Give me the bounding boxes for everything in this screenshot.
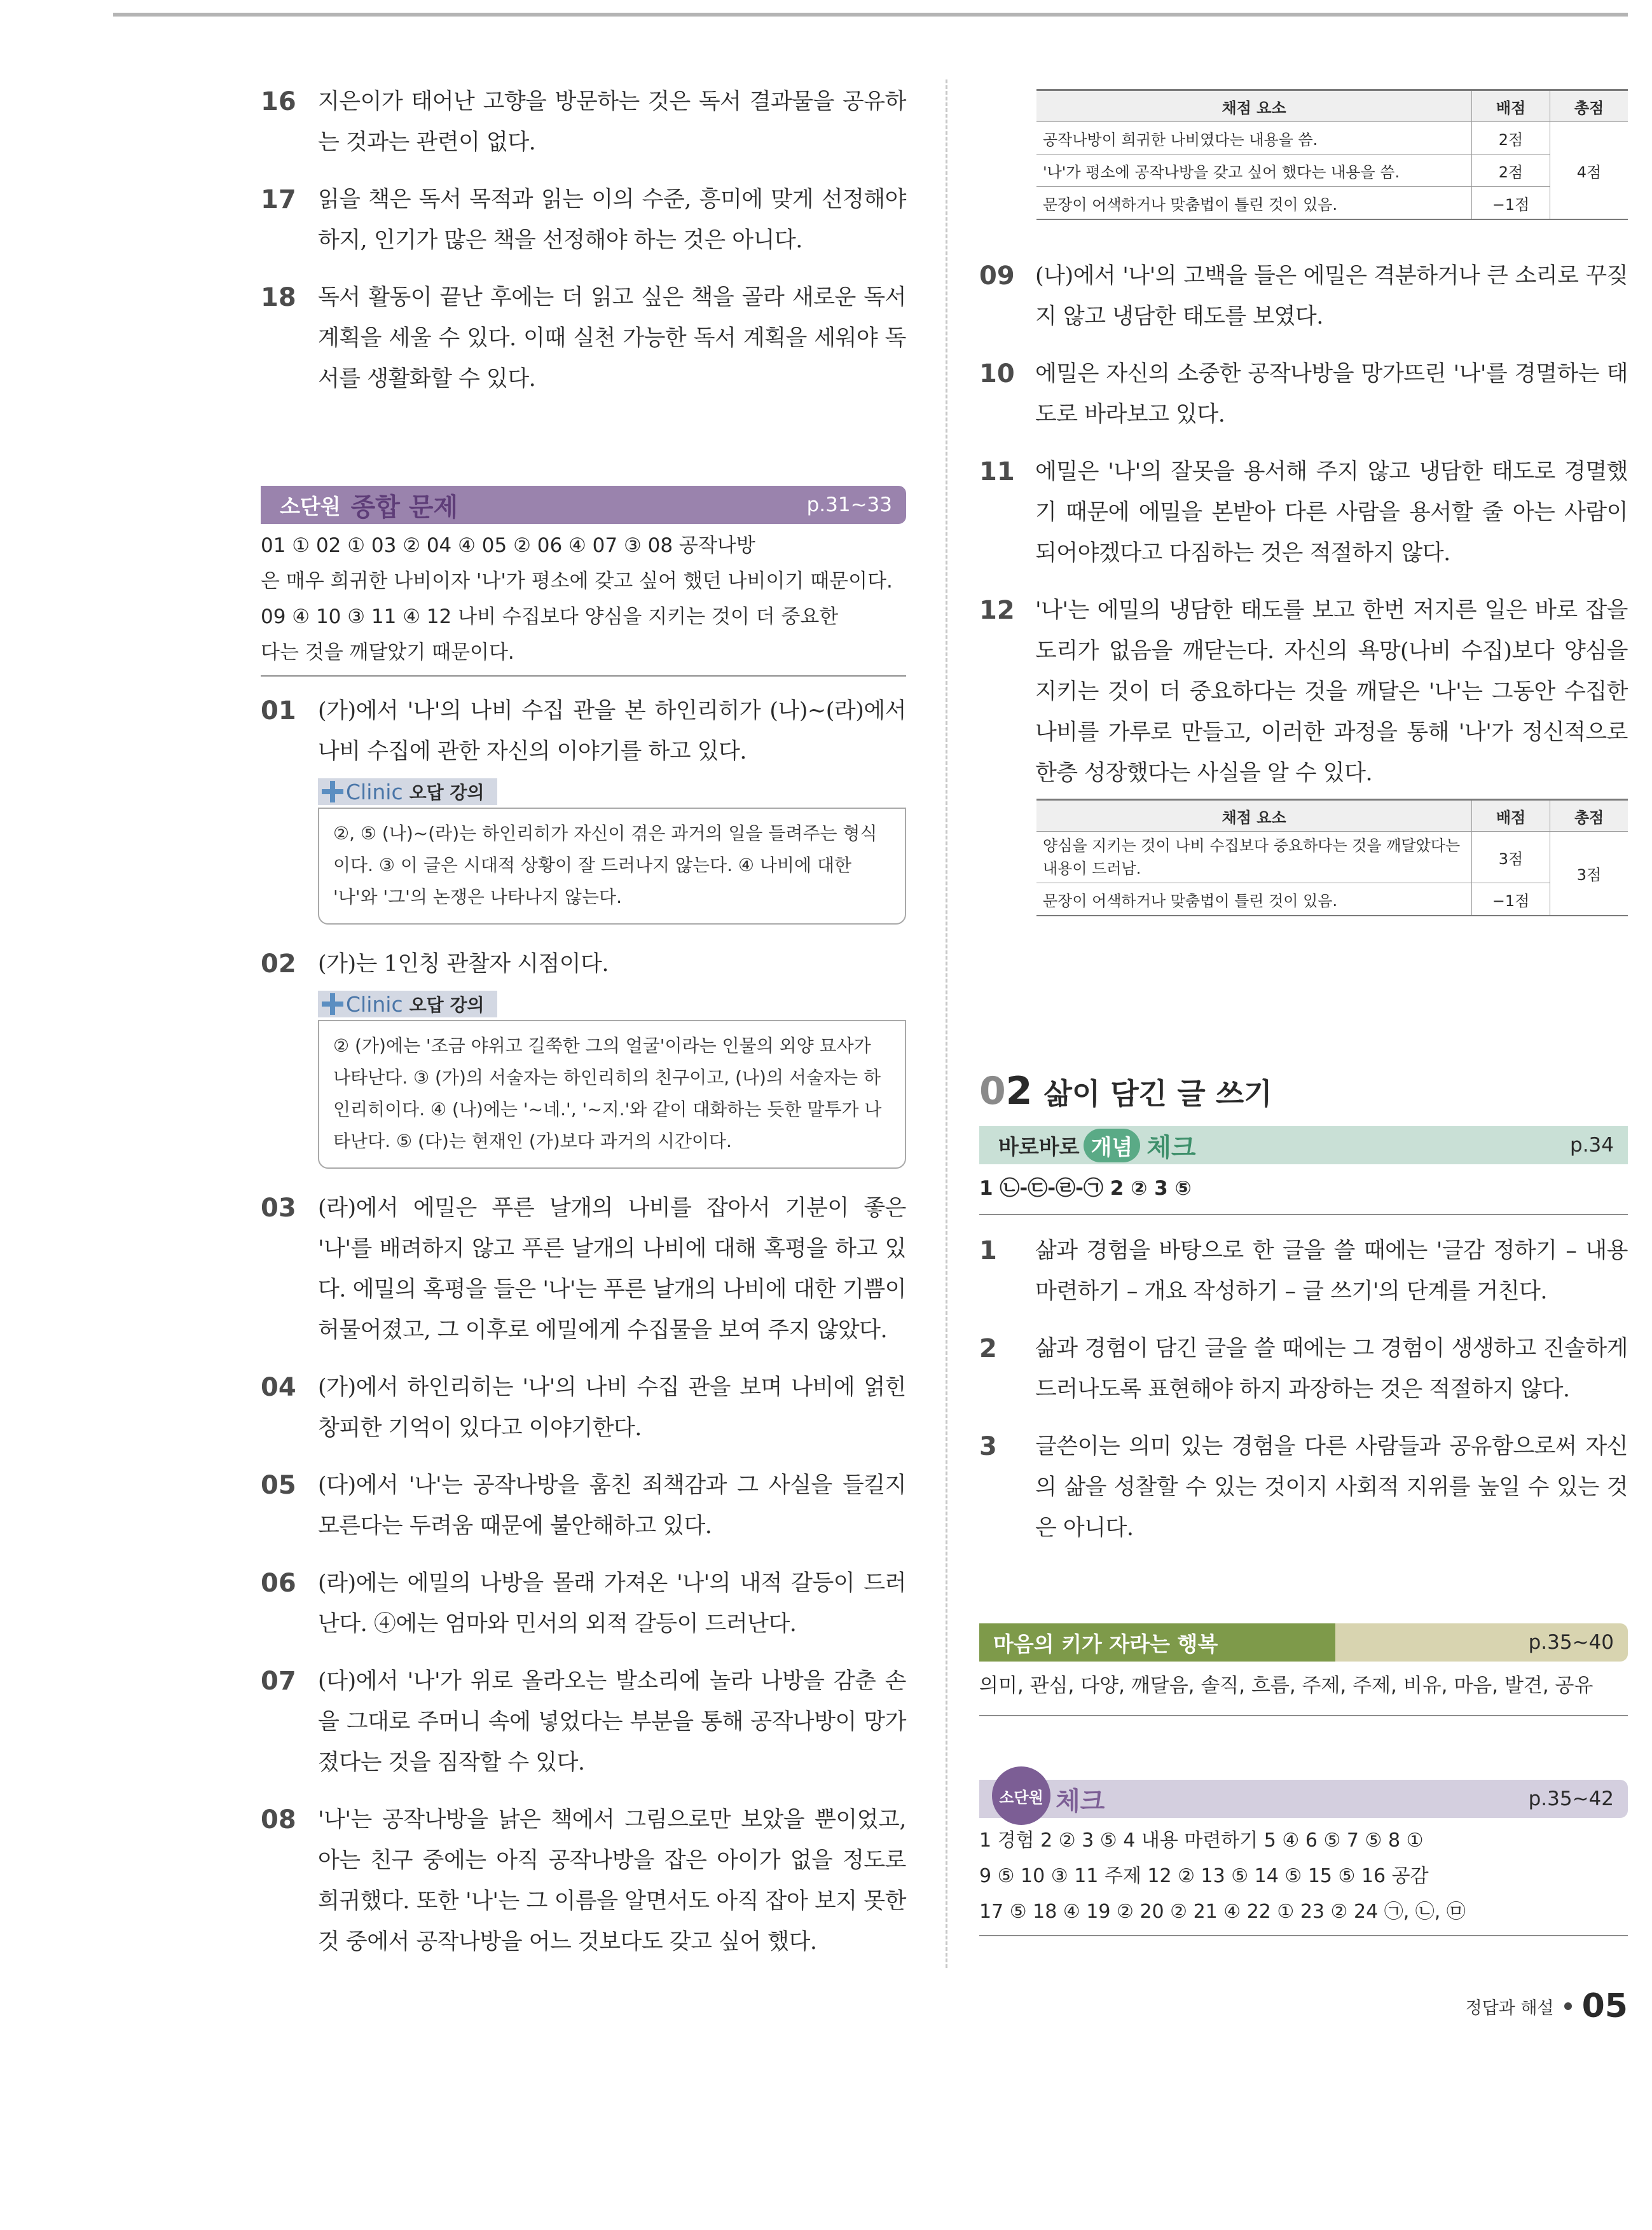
answer-key-line: 9 ⑤ 10 ③ 11 주제 12 ② 13 ⑤ 14 ⑤ 15 ⑤ 16 공감 bbox=[979, 1865, 1429, 1887]
item-number: 09 bbox=[979, 261, 1015, 291]
table-cell: 문장이 어색하거나 맞춤법이 틀린 것이 있음. bbox=[1036, 883, 1472, 916]
item-number: 2 bbox=[979, 1334, 997, 1363]
banner-label: 바로바로 bbox=[998, 1134, 1080, 1159]
item-text: 지은이가 태어난 고향을 방문하는 것은 독서 결과물을 공유하는 것과는 관련이 없다. bbox=[318, 89, 906, 155]
section-banner-growth bbox=[979, 1623, 1628, 1662]
unit-badge: 소단원 bbox=[992, 1766, 1050, 1825]
item-number: 11 bbox=[979, 457, 1015, 486]
banner-title: 체크 bbox=[1056, 1786, 1105, 1816]
item-number: 17 bbox=[261, 185, 296, 214]
answer-key-line: 17 ⑤ 18 ④ 19 ② 20 ② 21 ④ 22 ① 23 ② 24 ㉠, ㉡, ㉤ bbox=[979, 1901, 1466, 1923]
item-text: '나'는 에밀의 냉담한 태도를 보고 한번 저지른 일은 바로 잡을 도리가 없음을 깨닫는다. 자신의 욕망(나비 수집)보다 양심을 지키는 것이 더 중요하다는 것을 깨달은 '나'는 그동안 수집한 나비를 가루로 만들고, 이러한 과정을 통해 '나'가 정신적으로 한층 성장했다는 사실을 알 수 있다. bbox=[1035, 598, 1628, 786]
clinic-tab bbox=[318, 991, 497, 1017]
answer-item bbox=[261, 944, 906, 984]
answer-item bbox=[979, 1328, 1628, 1410]
item-text: 삶과 경험을 바탕으로 한 글을 쓸 때에는 '글감 정하기 – 내용 마련하기 – 개요 작성하기 – 글 쓰기'의 단계를 거친다. bbox=[1035, 1238, 1628, 1304]
item-number: 16 bbox=[261, 87, 296, 116]
table-cell: 2점 bbox=[1472, 122, 1550, 155]
clinic-box bbox=[318, 991, 906, 1169]
answer-item bbox=[261, 81, 906, 163]
section-banner-review bbox=[261, 486, 906, 524]
table-cell: 문장이 어색하거나 맞춤법이 틀린 것이 있음. bbox=[1036, 187, 1472, 220]
item-text: (다)에서 '나'가 위로 올라오는 발소리에 놀라 나방을 감춘 손을 그대로 주머니 속에 넣었다는 부분을 통해 공작나방이 망가졌다는 것을 짐작할 수 있다. bbox=[318, 1669, 906, 1775]
item-number: 10 bbox=[979, 359, 1015, 389]
item-text: (가)는 1인칭 관찰자 시점이다. bbox=[318, 951, 609, 977]
table-cell: 공작나방이 희귀한 나비였다는 내용을 씀. bbox=[1036, 122, 1472, 155]
item-text: 글쓴이는 의미 있는 경험을 다른 사람들과 공유함으로써 자신의 삶을 성찰할 수 있는 것이지 사회적 지위를 높일 수 있는 것은 아니다. bbox=[1035, 1434, 1628, 1541]
section-number-prefix: 0 bbox=[979, 1069, 1006, 1113]
page-number: 05 bbox=[1581, 1987, 1628, 2025]
banner-page-ref: p.31~33 bbox=[806, 493, 892, 516]
item-number: 3 bbox=[979, 1432, 997, 1461]
table-cell: 2점 bbox=[1472, 155, 1550, 187]
item-number: 06 bbox=[261, 1569, 296, 1598]
item-text: (라)에서 에밀은 푸른 날개의 나비를 잡아서 기분이 좋은 '나'를 배려하지 않고 푸른 날개의 나비에 대해 혹평을 하고 있다. 에밀의 혹평을 들은 '나'는 푸른 날개의 나비에 대한 기쁨이 허물어졌고, 그 이후로 에밀에게 수집물을 보여 주지 않았다. bbox=[318, 1195, 906, 1343]
item-number: 03 bbox=[261, 1194, 296, 1223]
scoring-table bbox=[1036, 799, 1628, 916]
table-header: 총점 bbox=[1550, 90, 1628, 122]
banner-page-ref: p.35~42 bbox=[1528, 1787, 1614, 1810]
answer-item bbox=[979, 1426, 1628, 1548]
answer-item bbox=[261, 1188, 906, 1351]
answer-key-line: 다는 것을 깨달았기 때문이다. bbox=[261, 641, 514, 664]
item-text: '나'는 공작나방을 낡은 책에서 그림으로만 보았을 뿐이었고, 아는 친구 중에는 아직 공작나방을 잡은 아이가 없을 정도로 희귀했다. 또한 '나'는 그 이름을 알면서도 아직 잡아 보지 못한 것 중에서 공작나방을 어느 것보다도 갖고 싶어 했다. bbox=[318, 1807, 906, 1955]
clinic-text: ② (가)에는 '조금 야위고 길쭉한 그의 얼굴'이라는 인물의 외양 묘사가 나타난다. ③ (가)의 서술자는 하인리히의 친구이고, (나)의 서술자는 하인리히이다. ④ (나)에는 '~네.', '~지.'와 같이 대화하는 듯한 말투가 나타난다. ⑤ (다)는 현재인 (가)보다 과거의 시간이다. bbox=[318, 1020, 906, 1169]
banner-title: 종합 문제 bbox=[350, 492, 458, 522]
banner-page-ref: p.34 bbox=[1570, 1134, 1614, 1157]
section-banner-concept-check bbox=[979, 1126, 1628, 1164]
answer-item bbox=[979, 1230, 1628, 1312]
banner-left bbox=[979, 1623, 1335, 1662]
item-number: 12 bbox=[979, 596, 1015, 625]
table-header: 총점 bbox=[1550, 800, 1628, 832]
table-cell: 3점 bbox=[1472, 832, 1550, 883]
answer-key: 의미, 관심, 다양, 깨달음, 솔직, 흐름, 주제, 주제, 비유, 마음, 발견, 공유 bbox=[979, 1662, 1628, 1716]
table-cell: '나'가 평소에 공작나방을 갖고 싶어 했다는 내용을 씀. bbox=[1036, 155, 1472, 187]
answer-key-line: 01 ① 02 ① 03 ② 04 ④ 05 ② 06 ④ 07 ③ 08 공작나방 bbox=[261, 534, 755, 557]
item-number: 05 bbox=[261, 1471, 296, 1500]
banner-pill: 개념 bbox=[1084, 1129, 1141, 1162]
item-number: 01 bbox=[261, 696, 296, 726]
answer-item bbox=[261, 179, 906, 261]
answer-item bbox=[261, 1465, 906, 1546]
item-number: 08 bbox=[261, 1805, 296, 1834]
answer-key-line: 은 매우 희귀한 나비이자 '나'가 평소에 갖고 싶어 했던 나비이기 때문이다. bbox=[261, 570, 893, 593]
table-header: 배점 bbox=[1472, 90, 1550, 122]
footer-label: 정답과 해설 bbox=[1465, 1998, 1554, 2018]
answer-item bbox=[979, 354, 1628, 435]
answer-key-line: 09 ④ 10 ③ 11 ④ 12 나비 수집보다 양심을 지키는 것이 더 중요한 bbox=[261, 605, 839, 628]
right-column bbox=[979, 89, 1628, 1936]
item-text: 독서 활동이 끝난 후에는 더 읽고 싶은 책을 골라 새로운 독서 계획을 세울 수 있다. 이때 실천 가능한 독서 계획을 세워야 독서를 생활화할 수 있다. bbox=[318, 285, 906, 392]
clinic-sublabel: 오답 강의 bbox=[409, 995, 485, 1015]
banner-label: 소단원 bbox=[280, 493, 341, 519]
table-header: 채점 요소 bbox=[1036, 90, 1472, 122]
answer-item bbox=[261, 691, 906, 772]
clinic-box bbox=[318, 778, 906, 925]
answer-item bbox=[979, 451, 1628, 574]
item-text: 읽을 책은 독서 목적과 읽는 이의 수준, 흥미에 맞게 선정해야 하지, 인기가 많은 책을 선정해야 하는 것은 아니다. bbox=[318, 187, 906, 253]
answer-item bbox=[261, 1367, 906, 1449]
item-text: 에밀은 '나'의 잘못을 용서해 주지 않고 냉담한 태도로 경멸했기 때문에 에밀을 본받아 다른 사람을 용서할 줄 아는 사람이 되어야겠다고 다짐하는 것은 적절하지 않다. bbox=[1035, 459, 1628, 566]
answer-item bbox=[261, 277, 906, 399]
section-banner-unit-check bbox=[979, 1780, 1628, 1818]
answer-item bbox=[261, 1563, 906, 1644]
scoring-table bbox=[1036, 89, 1628, 220]
answer-key bbox=[979, 1818, 1628, 1936]
clinic-sublabel: 오답 강의 bbox=[409, 782, 485, 803]
item-text: (가)에서 하인리히는 '나'의 나비 수집 관을 보며 나비에 얽힌 창피한 기억이 있다고 이야기한다. bbox=[318, 1375, 906, 1441]
table-cell: 3점 bbox=[1550, 832, 1628, 916]
item-text: 삶과 경험이 담긴 글을 쓸 때에는 그 경험이 생생하고 진솔하게 드러나도록 표현해야 하지 과장하는 것은 적절하지 않다. bbox=[1035, 1336, 1628, 1402]
clinic-text: ②, ⑤ (나)~(라)는 하인리히가 자신이 겪은 과거의 일을 들려주는 형식이다. ③ 이 글은 시대적 상황이 잘 드러나지 않는다. ④ 나비에 대한 '나'와 '그'의 논쟁은 나타나지 않는다. bbox=[318, 808, 906, 925]
table-header: 배점 bbox=[1472, 800, 1550, 832]
item-number: 18 bbox=[261, 283, 296, 312]
item-text: 에밀은 자신의 소중한 공작나방을 망가뜨린 '나'를 경멸하는 태도로 바라보고 있다. bbox=[1035, 361, 1628, 427]
table-header: 채점 요소 bbox=[1036, 800, 1472, 832]
item-number: 04 bbox=[261, 1373, 296, 1402]
item-text: (라)에는 에밀의 나방을 몰래 가져온 '나'의 내적 갈등이 드러난다. ④에는 엄마와 민서의 외적 갈등이 드러난다. bbox=[318, 1571, 906, 1637]
top-rule bbox=[113, 13, 1628, 17]
item-text: (가)에서 '나'의 나비 수집 관을 본 하인리히가 (나)~(라)에서 나비 수집에 관한 자신의 이야기를 하고 있다. bbox=[318, 698, 906, 764]
section-number-main: 2 bbox=[1005, 1069, 1033, 1113]
item-number: 1 bbox=[979, 1236, 997, 1265]
page-footer bbox=[1466, 1987, 1628, 2025]
table-cell: 4점 bbox=[1550, 122, 1628, 220]
table-cell: −1점 bbox=[1472, 187, 1550, 220]
clinic-label: Clinic bbox=[346, 779, 403, 804]
plus-icon bbox=[318, 778, 346, 805]
item-text: (다)에서 '나'는 공작나방을 훔친 죄책감과 그 사실을 들킬지 모른다는 두려움 때문에 불안해하고 있다. bbox=[318, 1473, 906, 1539]
column-divider bbox=[946, 79, 947, 1968]
item-number: 07 bbox=[261, 1667, 296, 1696]
answer-key-line: 1 경험 2 ② 3 ⑤ 4 내용 마련하기 5 ④ 6 ⑤ 7 ⑤ 8 ① bbox=[979, 1829, 1424, 1852]
answer-key bbox=[261, 524, 906, 677]
answer-item bbox=[979, 590, 1628, 794]
plus-icon bbox=[318, 991, 346, 1017]
item-number: 02 bbox=[261, 949, 296, 979]
banner-label: 마음의 키가 자라는 행복 bbox=[993, 1631, 1218, 1656]
answer-item bbox=[261, 1800, 906, 1962]
section-number bbox=[979, 1069, 1033, 1113]
section-title bbox=[979, 1069, 1628, 1113]
answer-item bbox=[261, 1661, 906, 1783]
banner-right bbox=[1335, 1623, 1628, 1662]
table-cell: 양심을 지키는 것이 나비 수집보다 중요하다는 것을 깨달았다는 내용이 드러남. bbox=[1036, 832, 1472, 883]
table-cell: −1점 bbox=[1472, 883, 1550, 916]
left-column bbox=[261, 81, 906, 1979]
clinic-label: Clinic bbox=[346, 991, 403, 1017]
bullet-icon bbox=[1564, 2002, 1572, 2010]
banner-title: 체크 bbox=[1146, 1132, 1196, 1162]
banner-page-ref: p.35~40 bbox=[1528, 1631, 1614, 1654]
section-heading: 삶이 담긴 글 쓰기 bbox=[1043, 1077, 1272, 1111]
clinic-tab bbox=[318, 778, 497, 805]
answer-key: 1 ㉡-㉢-㉣-㉠ 2 ② 3 ⑤ bbox=[979, 1164, 1628, 1215]
item-text: (나)에서 '나'의 고백을 들은 에밀은 격분하거나 큰 소리로 꾸짖지 않고 냉담한 태도를 보였다. bbox=[1035, 263, 1628, 329]
answer-item bbox=[979, 256, 1628, 337]
